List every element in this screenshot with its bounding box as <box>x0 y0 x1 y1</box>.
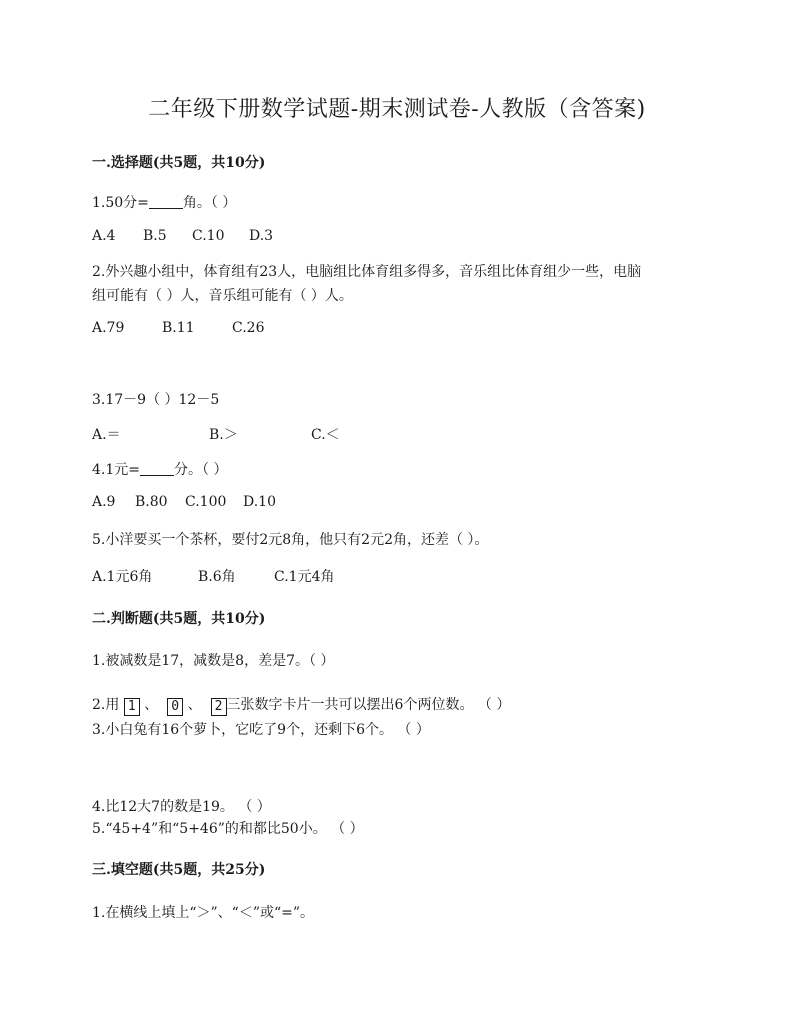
option-a: A.79 <box>92 320 125 336</box>
judge-question-3: 3.小白兔有16个萝卜，它吃了9个，还剩下6个。 （ ） <box>92 722 430 738</box>
separator: 、 <box>187 697 202 713</box>
digit-card-2: 2 <box>211 698 227 716</box>
fill-question-1: 1.在横线上填上“＞”、“＜”或“=”。 <box>92 905 315 921</box>
option-c: C.10 <box>192 228 225 244</box>
option-c: C.＜ <box>311 427 340 443</box>
question-1-text: 1.50分= <box>92 195 149 211</box>
question-4 <box>92 459 227 479</box>
judge-question-2-text: 2.用 <box>92 697 120 713</box>
section-heading-fill: 三.填空题(共5题，共25分) <box>92 862 266 878</box>
question-5: 5.小洋要买一个茶杯，要付2元8角，他只有2元2角，还差（ ）。 <box>92 532 489 548</box>
option-b: B.11 <box>162 320 195 336</box>
option-d: D.3 <box>249 228 274 244</box>
option-b: B.80 <box>135 494 168 510</box>
option-d: D.10 <box>243 494 276 510</box>
option-a: A.＝ <box>92 427 121 443</box>
question-2-line-1: 2.外兴趣小组中，体育组有23人，电脑组比体育组多得多，音乐组比体育组少一些，电脑 <box>92 264 642 280</box>
page-title: 二年级下册数学试题-期末测试卷-人教版（含答案) <box>148 97 646 122</box>
question-1-tail: 角。（ ） <box>182 195 237 211</box>
option-c: C.26 <box>232 320 265 336</box>
judge-question-2 <box>92 694 510 716</box>
answer-blank <box>149 196 183 209</box>
digit-card-1: 1 <box>124 698 140 716</box>
option-b: B.6角 <box>198 569 236 585</box>
question-3: 3.17－9（ ）12－5 <box>92 392 220 408</box>
question-1 <box>92 192 236 212</box>
option-a: A.9 <box>92 494 116 510</box>
judge-question-4: 4.比12大7的数是19。 （ ） <box>92 799 271 815</box>
judge-question-5: 5.“45+4”和“5+46”的和都比50小。 （ ） <box>92 821 364 837</box>
answer-blank <box>140 463 174 476</box>
question-4-tail: 分。（ ） <box>174 462 228 478</box>
question-4-text: 4.1元= <box>92 462 140 478</box>
digit-card-0: 0 <box>167 698 183 716</box>
option-b: B.5 <box>143 228 167 244</box>
separator: 、 <box>144 697 159 713</box>
judge-question-2-tail: 三张数字卡片一共可以摆出6个两位数。 （ ） <box>226 697 511 713</box>
option-c: C.1元4角 <box>274 569 335 585</box>
option-c: C.100 <box>185 494 227 510</box>
option-a: A.1元6角 <box>92 569 153 585</box>
judge-question-1: 1.被减数是17，减数是8，差是7。（ ） <box>92 653 335 669</box>
question-2-line-2: 组可能有（ ）人，音乐组可能有（ ）人。 <box>92 288 353 304</box>
section-heading-judge: 二.判断题(共5题，共10分) <box>92 611 266 627</box>
section-heading-choice: 一.选择题(共5题，共10分) <box>92 155 266 171</box>
option-b: B.＞ <box>209 427 238 443</box>
option-a: A.4 <box>92 228 116 244</box>
